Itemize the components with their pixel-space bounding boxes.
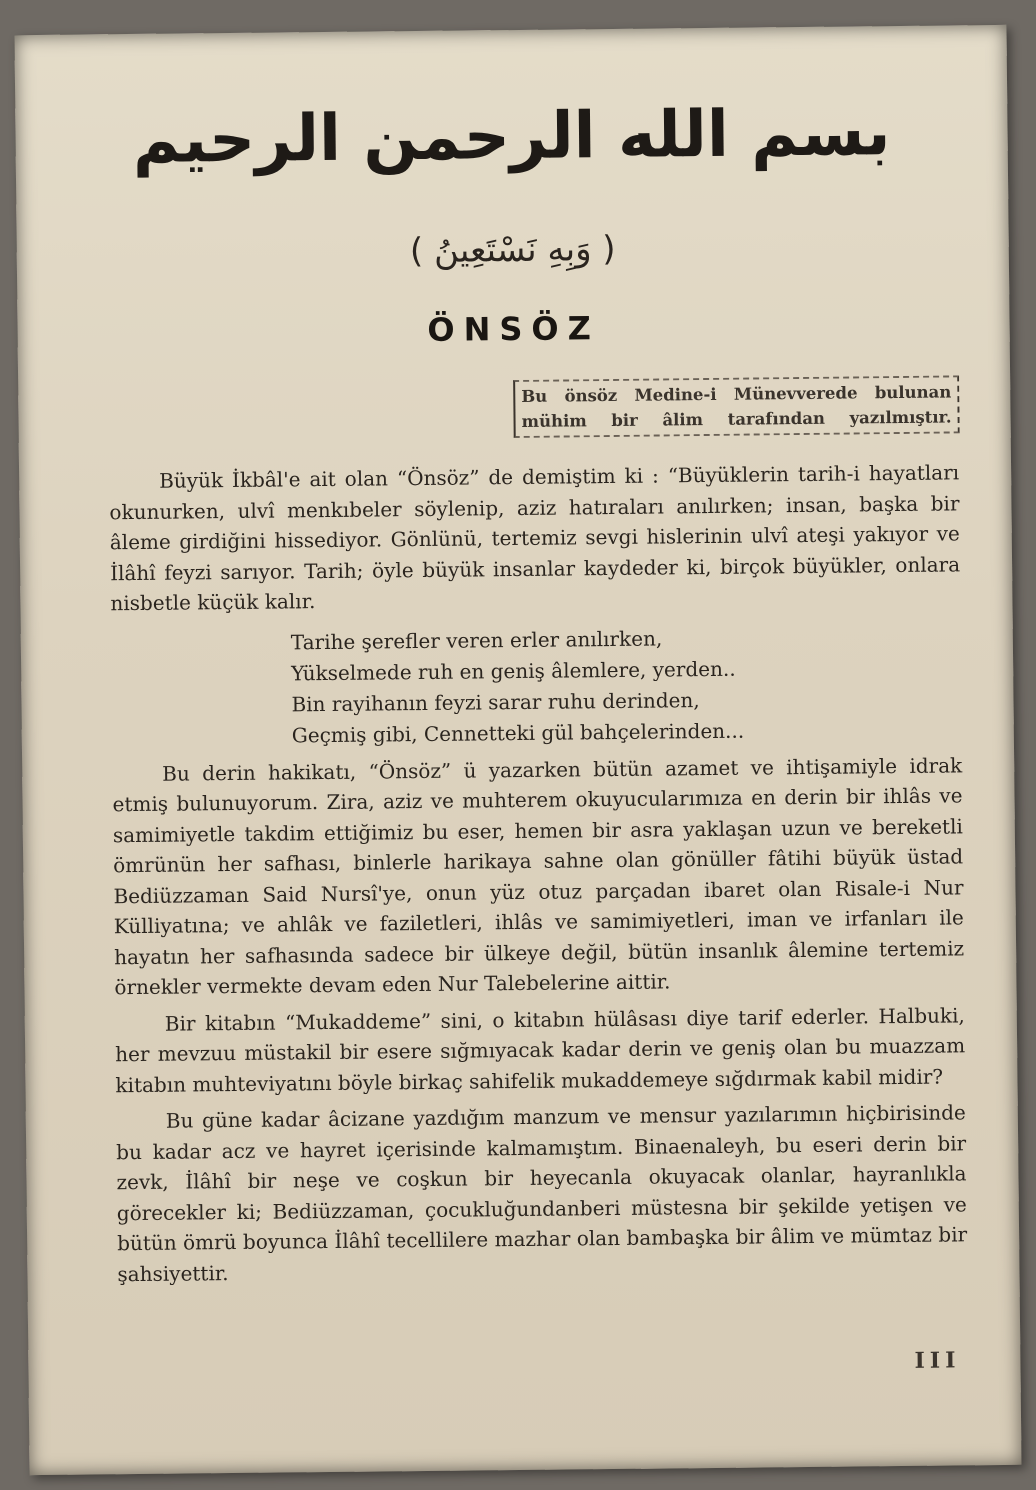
page-title: ÖNSÖZ <box>427 309 601 349</box>
paragraph-1: Büyük İkbâl'e ait olan “Önsöz” de demiştim ki : “Büyüklerin tarih-i hayatları okunurken, ulvî menkıbeler söylenip, aziz hatıraları anılırken; insan, başka bir âleme girdiğini hissediyor. Gönlünü, tertemiz sevgi hislerinin ulvî ateşi yakıyor ve İlâhî feyzi sarıyor. Tarih; öyle büyük insanlar kaydeder ki, birçok büyükler, onlara nisbetle küçük kalır. <box>109 460 961 616</box>
note-line-1: Bu önsöz Medine-i Münevverede bulunan <box>521 382 952 406</box>
poem <box>291 620 962 751</box>
note-line-2: mühim bir âlim tarafından yazılmıştır. <box>521 407 952 431</box>
bismillah-calligraphy: بسم الله الرحمن الرحيم <box>132 96 891 178</box>
poem-line: Tarihe şerefler veren erler anılırken, <box>290 625 663 654</box>
paragraph-3: Bir kitabın “Mukaddeme” sini, o kitabın hülâsası diye tarif ederler. Halbuki, her mevzuu müstakil bir esere sığmıyacak kadar derin ve geniş olan bu muazzam kitabın muhteviyatını böyle birkaç sahifelik mukaddemeye sığdırmak kabil midir? <box>115 1002 966 1097</box>
poem-line: Bin rayihanın feyzi sarar ruhu derinden, <box>291 687 700 716</box>
paragraph-4: Bu güne kadar âcizane yazdığım manzum ve mensur yazılarımın hiçbirisinde bu kadar acz ve hayret içerisinde kalmamıştım. Binaenaleyh, bu eseri derin bir zevk, İlâhî bir neşe ve coşkun bir heyecanla okuyacak olanlar, hayranlıkla görecekler ki; Bediüzzaman, çocukluğundanberi müstesna bir şekilde yetişen ve bütün ömrü boyunca İlâhî tecellilere mazhar olan bambaşka bir âlim ve mümtaz bir şahsiyettir. <box>116 1100 968 1286</box>
body-text <box>109 457 968 1289</box>
book-page <box>14 25 1021 1475</box>
author-note-box <box>513 375 960 438</box>
poem-line: Geçmiş gibi, Cennetteki gül bahçelerinden... <box>291 718 745 747</box>
poem-line: Yükselmede ruh en geniş âlemlere, yerden.. <box>291 656 736 685</box>
arabic-subtitle: ( وَبِهِ نَسْتَعِينُ ) <box>409 228 616 272</box>
paragraph-2: Bu derin hakikatı, “Önsöz” ü yazarken bütün azamet ve ihtişamiyle idrak etmiş bulunuyorum. Zira, aziz ve muhterem okuyucularımıza en derin bir ihlâs ve samimiyetle takdim ettiğimiz bu eser, hemen bir asra yaklaşan uzun ve bereketli ömrünün her safhası, binlerle harikaya sahne olan gönüller fâtihi büyük üstad Bediüzzaman Said Nursî'ye, onun yüz otuz parçadan ibaret olan Risale-i Nur Külliyatına; ve ahlâk ve faziletleri, ihlâs ve samimiyetleri, iman ve irfanları ile hayatın her safhasında sadece bir ülkeye değil, bütün insanlık âlemine tertemiz örnekler vermekte devam eden Nur Talebelerine aittir. <box>112 752 965 1000</box>
page-number: III <box>914 1347 961 1374</box>
